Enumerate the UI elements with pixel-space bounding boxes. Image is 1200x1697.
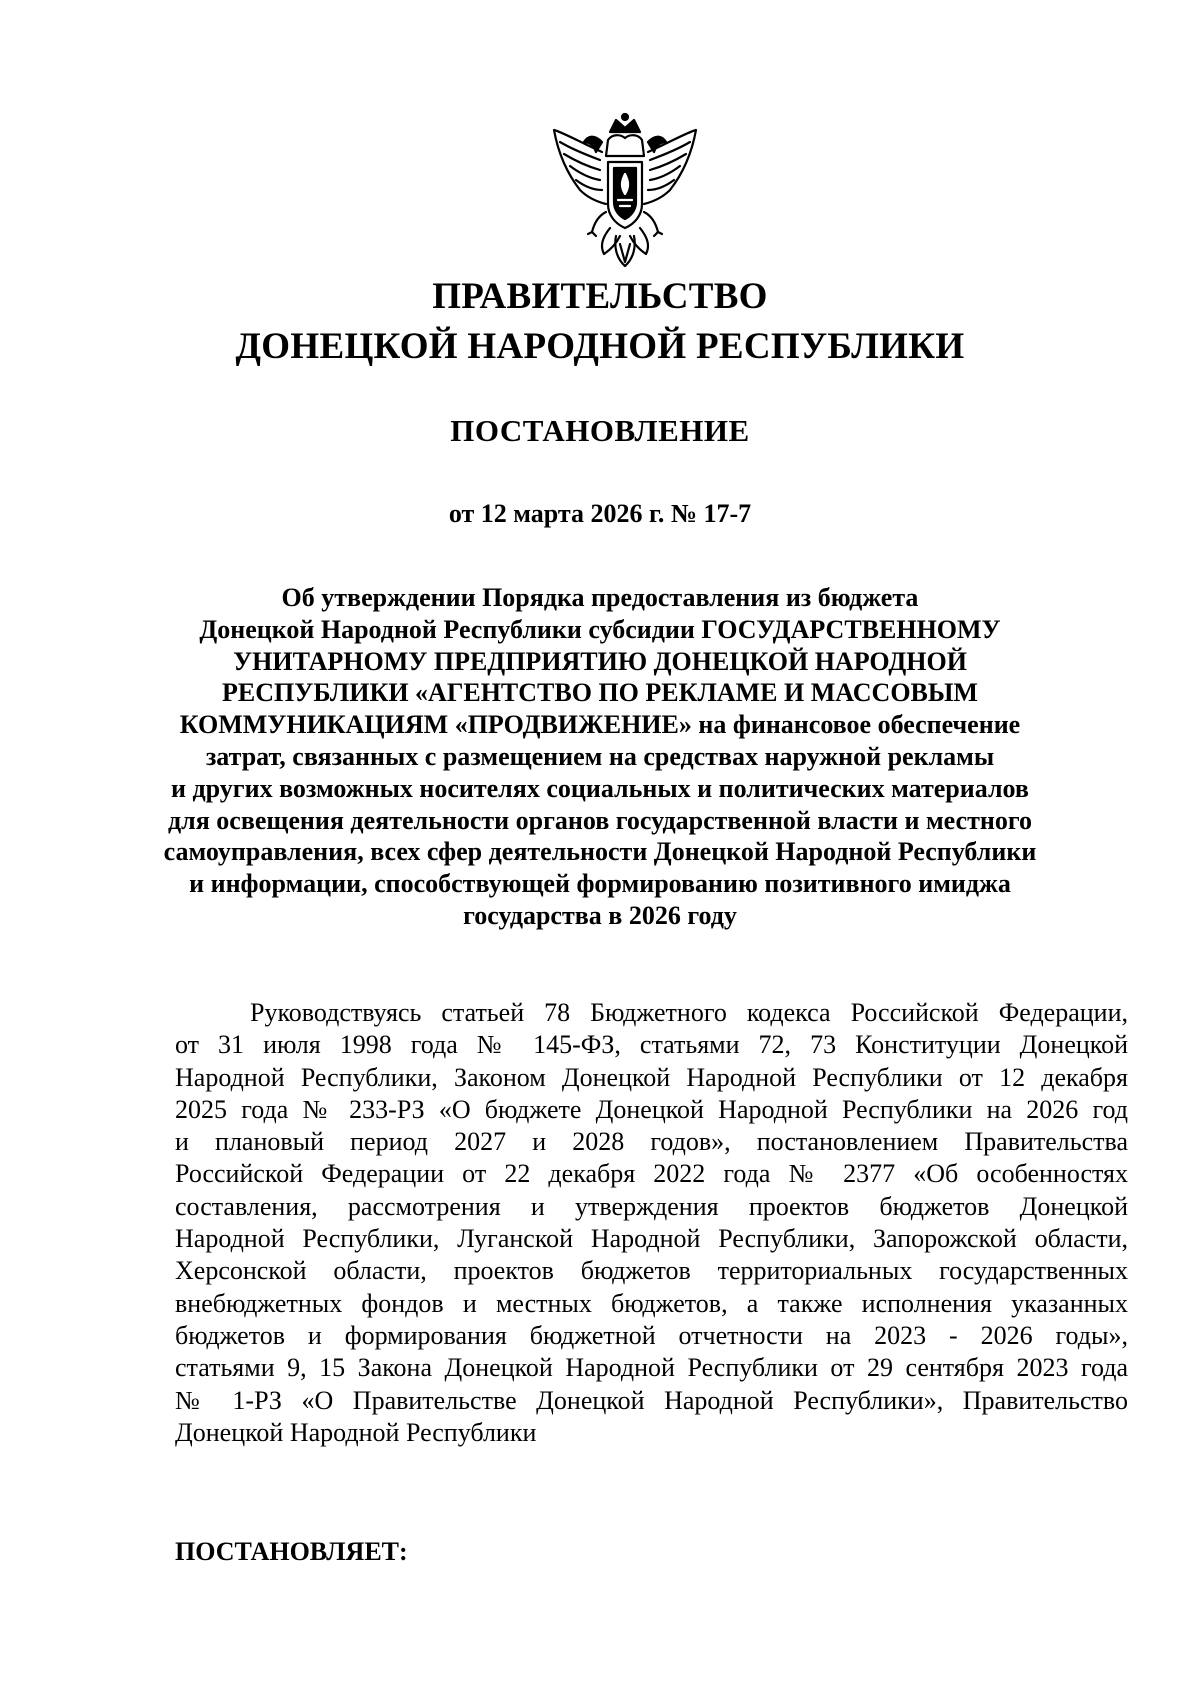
- subject-line: РЕСПУБЛИКИ «АГЕНТСТВО ПО РЕКЛАМЕ И МАССОВЫМ: [222, 678, 978, 708]
- paragraph-line: 2025 года № 233-РЗ «О бюджете Донецкой Народной Республики на 2026 год: [175, 1094, 1128, 1124]
- paragraph-line: № 1-РЗ «О Правительстве Донецкой Народной Республики», Правительство: [175, 1385, 1128, 1415]
- paragraph-line: бюджетов и формирования бюджетной отчетности на 2023 - 2026 годы»,: [175, 1320, 1128, 1350]
- subject-line: УНИТАРНОМУ ПРЕДПРИЯТИЮ ДОНЕЦКОЙ НАРОДНОЙ: [233, 646, 967, 676]
- paragraph-line: и плановый период 2027 и 2028 годов», постановлением Правительства: [175, 1127, 1128, 1157]
- subject-line: затрат, связанных с размещением на средствах наружной рекламы: [205, 741, 995, 771]
- paragraph-line: внебюджетных фондов и местных бюджетов, а также исполнения указанных: [175, 1288, 1128, 1318]
- coat-of-arms-icon: [550, 112, 700, 270]
- subject-line: для освещения деятельности органов государственной власти и местного: [167, 805, 1032, 835]
- preamble-paragraph: [175, 997, 1128, 1449]
- resolve-label: ПОСТАНОВЛЯЕТ:: [175, 1537, 408, 1566]
- subject-line: и других возможных носителях социальных и политических материалов: [171, 773, 1029, 803]
- subject-line: Донецкой Народной Республики субсидии ГОСУДАРСТВЕННОМУ: [199, 614, 1001, 644]
- paragraph-line: Народной Республики, Законом Донецкой Народной Республики от 12 декабря: [175, 1062, 1128, 1092]
- subject-line: КОММУНИКАЦИЯМ «ПРОДВИЖЕНИЕ» на финансовое обеспечение: [179, 710, 1021, 740]
- document-date-number: от 12 марта 2026 г. № 17-7: [448, 499, 752, 528]
- government-title: [0, 272, 1200, 372]
- paragraph-line: статьями 9, 15 Закона Донецкой Народной Республики от 29 сентября 2023 года: [175, 1353, 1128, 1383]
- subject-line: Об утверждении Порядка предоставления из бюджета: [281, 583, 919, 612]
- paragraph-line: составления, рассмотрения и утверждения проектов бюджетов Донецкой: [175, 1191, 1128, 1221]
- paragraph-line: Донецкой Народной Республики: [175, 1417, 537, 1447]
- government-title-line: ДОНЕЦКОЙ НАРОДНОЙ РЕСПУБЛИКИ: [235, 326, 965, 367]
- paragraph-line: Херсонской области, проектов бюджетов территориальных государственных: [175, 1256, 1128, 1286]
- subject-line: государства в 2026 году: [463, 900, 737, 930]
- paragraph-line: Руководствуясь статьей 78 Бюджетного кодекса Российской Федерации,: [250, 998, 1128, 1027]
- paragraph-line: от 31 июля 1998 года № 145-ФЗ, статьями 72, 73 Конституции Донецкой: [175, 1030, 1128, 1060]
- subject-line: и информации, способствующей формированию позитивного имиджа: [189, 869, 1011, 899]
- document-type: ПОСТАНОВЛЕНИЕ: [450, 413, 750, 448]
- government-title-line: ПРАВИТЕЛЬСТВО: [432, 276, 768, 317]
- paragraph-line: Народной Республики, Луганской Народной Республики, Запорожской области,: [175, 1224, 1128, 1254]
- document-subject: [0, 582, 1200, 932]
- paragraph-line: Российской Федерации от 22 декабря 2022 года № 2377 «Об особенностях: [175, 1159, 1128, 1189]
- subject-line: самоуправления, всех сфер деятельности Донецкой Народной Республики: [163, 837, 1037, 867]
